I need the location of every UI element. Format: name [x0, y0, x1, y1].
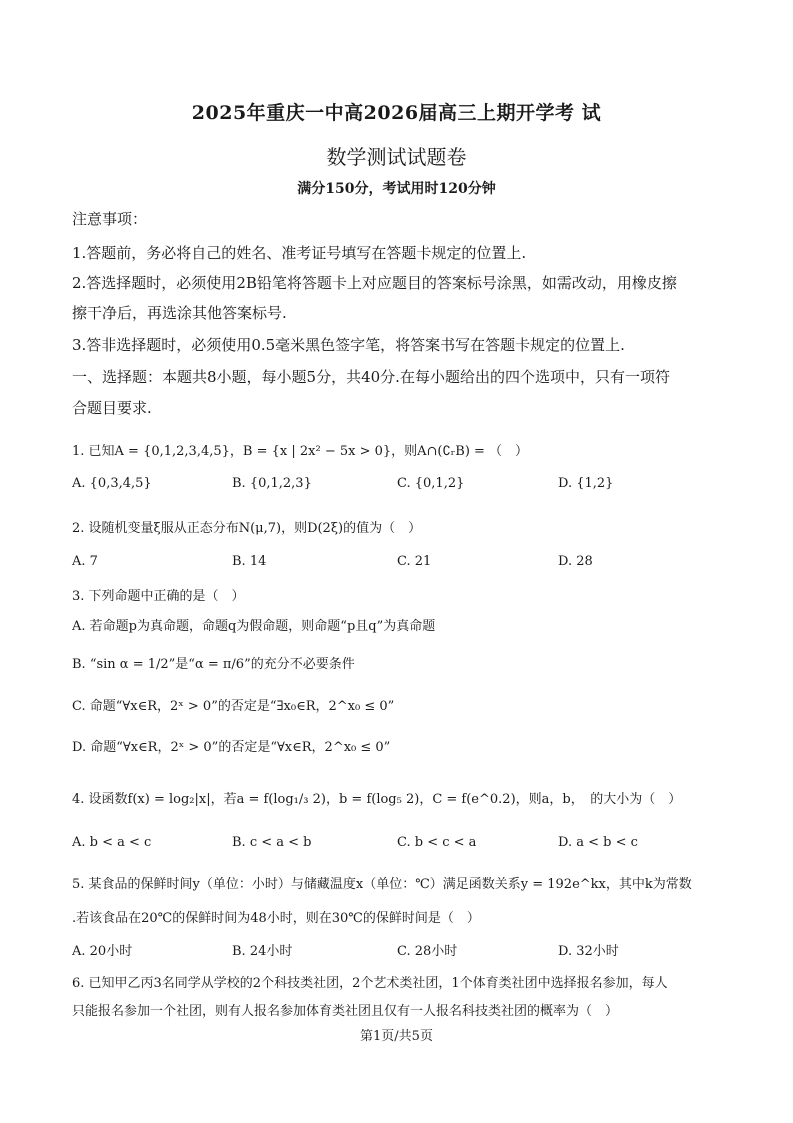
question-4-option-b: B. c < a < b [232, 835, 312, 850]
note-3: 3.答非选择题时，必须使用0.5毫米黑色签字笔，将答案书写在答题卡规定的位置上. [72, 336, 625, 354]
question-5-option-d: D. 32小时 [558, 944, 619, 959]
question-1-option-d: D. {1,2} [558, 476, 614, 491]
question-3-option-c: C. 命题“∀x∈R，2ˣ > 0”的否定是“∃x₀∈R，2^x₀ ≤ 0” [72, 699, 395, 714]
question-4-option-d: D. a < b < c [558, 835, 638, 850]
page-footer: 第1页/共5页 [360, 1029, 433, 1044]
exam-title: 2025年重庆一中高2026届高三上期开学考 试 [191, 102, 602, 124]
section-heading-1: 一、选择题：本题共8小题，每小题5分，共40分.在每小题给出的四个选项中，只有一项符 [72, 368, 670, 386]
question-3-stem: 3. 下列命题中正确的是（ ） [72, 589, 245, 604]
question-1-option-c: C. {0,1,2} [397, 476, 465, 491]
question-2-option-c: C. 21 [397, 554, 432, 569]
question-6-stem-1: 6. 已知甲乙丙3名同学从学校的2个科技类社团，2个艺术类社团，1个体育类社团中选择报名参加，每人 [72, 976, 668, 991]
note-1: 1.答题前，务必将自己的姓名、准考证号填写在答题卡规定的位置上. [72, 244, 527, 262]
question-5-stem-2: .若该食品在20℃的保鲜时间为48小时，则在30℃的保鲜时间是（ ） [72, 911, 480, 926]
question-2-option-d: D. 28 [558, 554, 593, 569]
notes-heading: 注意事项： [72, 210, 148, 228]
question-5-option-a: A. 20小时 [72, 944, 133, 959]
question-3-option-b: B. “sin α = 1/2”是“α = π/6”的充分不必要条件 [72, 657, 355, 672]
question-6-stem-2: 只能报名参加一个社团，则有人报名参加体育类社团且仅有一人报名科技类社团的概率为（ ） [72, 1004, 619, 1019]
question-1-option-a: A. {0,3,4,5} [72, 476, 152, 491]
question-3-option-a: A. 若命题p为真命题，命题q为假命题，则命题“p且q”为真命题 [72, 619, 436, 634]
section-heading-2: 合题目要求. [72, 399, 152, 417]
question-2-option-a: A. 7 [72, 554, 98, 569]
question-5-stem-1: 5. 某食品的保鲜时间y（单位：小时）与储藏温度x（单位：℃）满足函数关系y = 192e^kx，其中k为常数 [72, 877, 692, 892]
note-2b: 擦干净后，再选涂其他答案标号. [72, 304, 287, 322]
question-1-stem: 1. 已知A = {0,1,2,3,4,5}，B = {x | 2x² − 5x > 0}，则A∩(∁ᵣB) = （ ） [72, 444, 529, 459]
question-5-option-b: B. 24小时 [232, 944, 293, 959]
question-4-option-c: C. b < c < a [397, 835, 477, 850]
question-2-option-b: B. 14 [232, 554, 267, 569]
exam-subtitle: 数学测试试题卷 [326, 145, 467, 169]
note-2a: 2.答选择题时，必须使用2B铅笔将答题卡上对应题目的答案标号涂黑，如需改动，用橡皮擦 [72, 274, 677, 292]
question-3-option-d: D. 命题“∀x∈R，2ˣ > 0”的否定是“∀x∈R，2^x₀ ≤ 0” [72, 740, 391, 755]
question-4-stem: 4. 设函数f(x) = log₂|x|，若a = f(log₁/₃ 2)，b = f(log₅ 2)，C = f(e^0.2)，则a，b， 的大小为（ ） [72, 792, 682, 807]
exam-meta: 满分150分，考试用时120分钟 [297, 181, 496, 197]
question-5-option-c: C. 28小时 [397, 944, 458, 959]
question-2-stem: 2. 设随机变量ξ服从正态分布N(μ,7)，则D(2ξ)的值为（ ） [72, 521, 422, 536]
question-4-option-a: A. b < a < c [72, 835, 152, 850]
question-1-option-b: B. {0,1,2,3} [232, 476, 312, 491]
